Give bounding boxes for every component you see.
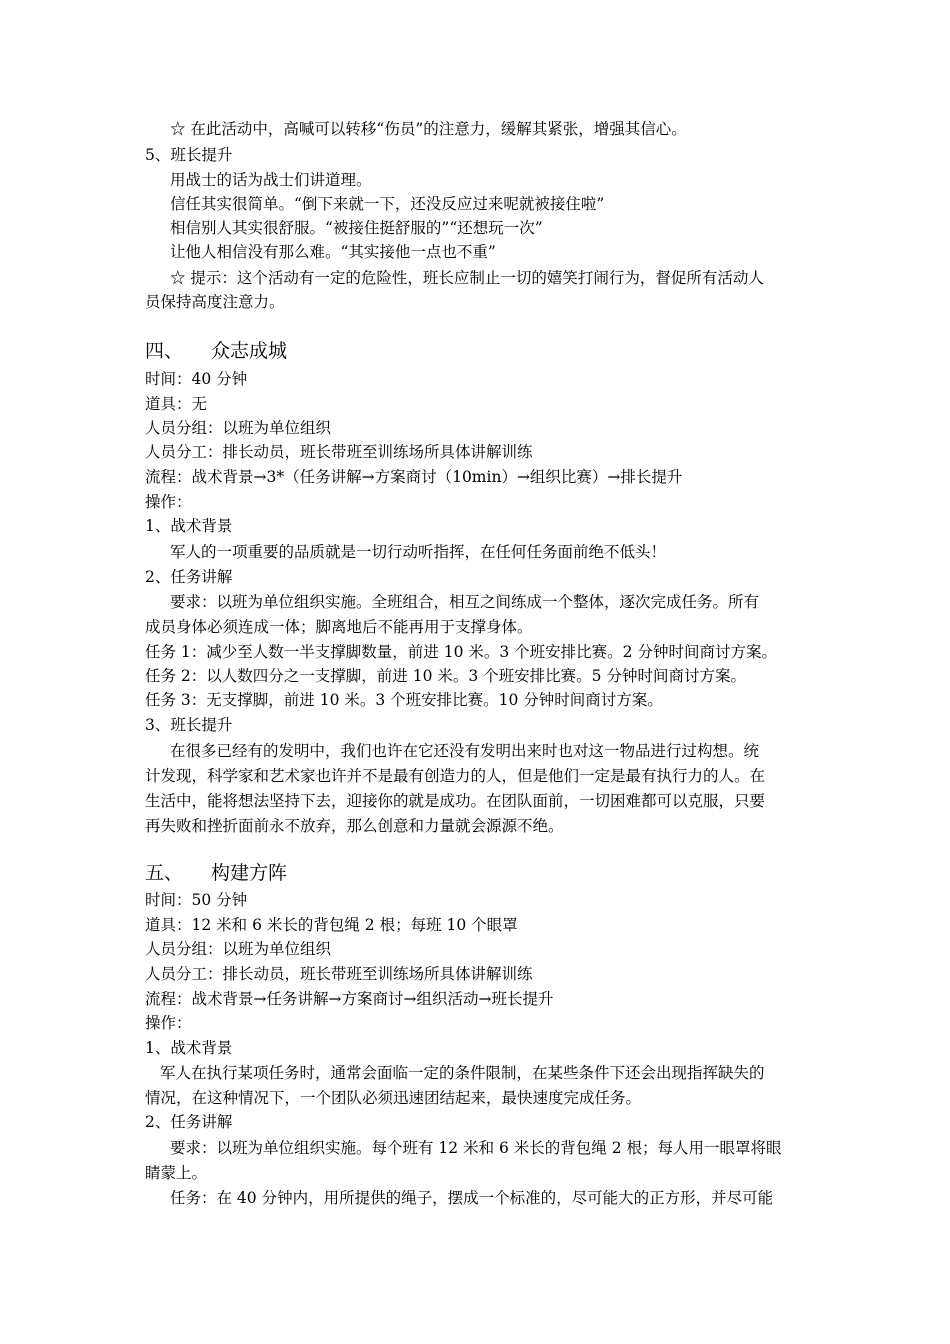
requirement-line: 成员身体必须连成一体；脚离地后不能再用于支撑身体。 — [145, 618, 533, 636]
grouping-field: 人员分组：以班为单位组织 — [145, 940, 332, 958]
requirement-line: 要求：以班为单位组织实施。每个班有 12 米和 6 米长的背包绳 2 根；每人用一眼罩将眼 — [170, 1139, 782, 1157]
section-heading-4 — [145, 338, 287, 364]
paragraph-line: 生活中，能将想法坚持下去，迎接你的就是成功。在团队面前，一切困难都可以克服，只要 — [145, 792, 766, 810]
section-heading-5 — [145, 860, 287, 886]
paragraph-line: 相信别人其实很舒服。“被接住挺舒服的”“还想玩一次” — [170, 219, 543, 237]
step-leader-upgrade: 3、班长提升 — [145, 716, 233, 734]
time-field: 时间：40 分钟 — [145, 370, 248, 388]
paragraph-line: 再失败和挫折面前永不放弃，那么创意和力量就会源源不绝。 — [145, 817, 564, 835]
time-field: 时间：50 分钟 — [145, 891, 248, 909]
props-field: 道具：无 — [145, 395, 208, 413]
paragraph-line: 军人在执行某项任务时，通常会面临一定的条件限制，在某些条件下还会出现指挥缺失的 — [160, 1064, 765, 1082]
task-line: 任务 1：减少至人数一半支撑脚数量，前进 10 米。3 个班安排比赛。2 分钟时间商讨方案。 — [145, 643, 777, 661]
grouping-field: 人员分组：以班为单位组织 — [145, 419, 332, 437]
step-background: 1、战术背景 — [145, 517, 233, 535]
note-diversion: ☆ 在此活动中，高喊可以转移“伤员”的注意力，缓解其紧张，增强其信心。 — [170, 120, 687, 138]
paragraph-line: 在很多已经有的发明中，我们也许在它还没有发明出来时也对这一物品进行过构想。统 — [170, 742, 760, 760]
division-field: 人员分工：排长动员，班长带班至训练场所具体讲解训练 — [145, 965, 533, 983]
section-number: 四、 — [145, 340, 184, 362]
safety-tip-line: 员保持高度注意力。 — [145, 293, 285, 311]
section-title: 众志成城 — [211, 340, 288, 362]
requirement-line: 睛蒙上。 — [145, 1164, 208, 1182]
section-number: 五、 — [145, 862, 184, 884]
division-field: 人员分工：排长动员，班长带班至训练场所具体讲解训练 — [145, 443, 533, 461]
step-background: 1、战术背景 — [145, 1039, 233, 1057]
paragraph-line: 让他人相信没有那么难。“其实接他一点也不重” — [170, 243, 496, 261]
requirement-line: 要求：以班为单位组织实施。全班组合，相互之间练成一个整体，逐次完成任务。所有 — [170, 593, 760, 611]
safety-tip-line: ☆ 提示：这个活动有一定的危险性，班长应制止一切的嬉笑打闹行为，督促所有活动人 — [170, 269, 764, 287]
props-field: 道具：12 米和 6 米长的背包绳 2 根；每班 10 个眼罩 — [145, 916, 518, 934]
paragraph-line: 计发现，科学家和艺术家也许并不是最有创造力的人，但是他们一定是最有执行力的人。在 — [145, 767, 766, 785]
task-line: 任务 3：无支撑脚，前进 10 米。3 个班安排比赛。10 分钟时间商讨方案。 — [145, 691, 663, 709]
flow-field: 流程：战术背景→任务讲解→方案商讨→组织活动→班长提升 — [145, 990, 554, 1008]
task-line: 任务：在 40 分钟内，用所提供的绳子，摆成一个标准的，尽可能大的正方形，并尽可能 — [170, 1189, 774, 1207]
paragraph-line: 情况，在这种情况下，一个团队必须迅速团结起来，最快速度完成任务。 — [145, 1089, 642, 1107]
operation-label: 操作： — [145, 493, 192, 511]
flow-field: 流程：战术背景→3*（任务讲解→方案商讨（10min）→组织比赛）→排长提升 — [145, 468, 683, 486]
paragraph-line: 军人的一项重要的品质就是一切行动听指挥，在任何任务面前绝不低头！ — [170, 543, 667, 561]
paragraph-line: 信任其实很简单。“倒下来就一下，还没反应过来呢就被接住啦” — [170, 195, 605, 213]
paragraph-line: 用战士的话为战士们讲道理。 — [170, 171, 372, 189]
step-task-explanation: 2、任务讲解 — [145, 1113, 233, 1131]
step-leader-upgrade: 5、班长提升 — [145, 146, 233, 164]
task-line: 任务 2：以人数四分之一支撑脚，前进 10 米。3 个班安排比赛。5 分钟时间商讨方案。 — [145, 667, 746, 685]
operation-label: 操作： — [145, 1014, 192, 1032]
section-title: 构建方阵 — [211, 862, 288, 884]
step-task-explanation: 2、任务讲解 — [145, 568, 233, 586]
